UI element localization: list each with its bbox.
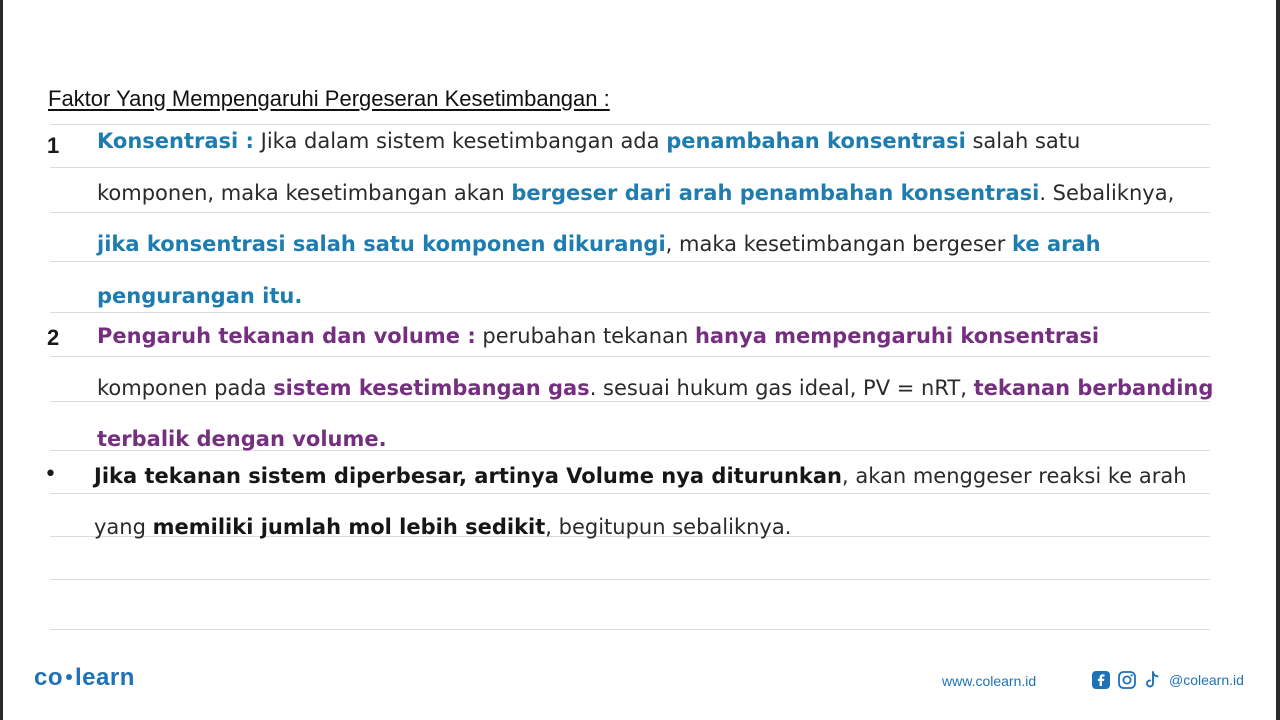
item-number-1: 1 bbox=[47, 133, 60, 158]
item2-line-2 bbox=[97, 374, 1213, 402]
website-link[interactable]: www.colearn.id bbox=[942, 673, 1037, 689]
item1-emphasis: jika konsentrasi salah satu komponen dikurangi bbox=[97, 232, 666, 256]
colearn-logo bbox=[34, 664, 135, 692]
ruled-line bbox=[50, 579, 1210, 580]
item1-text: salah satu bbox=[965, 129, 1081, 153]
bullet-emphasis: memiliki jumlah mol lebih sedikit bbox=[152, 515, 546, 539]
item1-emphasis: ke arah bbox=[1012, 232, 1101, 256]
bullet-text: , begitupun sebaliknya. bbox=[545, 515, 792, 539]
logo-text-left: co bbox=[34, 664, 64, 691]
page-title: Faktor Yang Mempengaruhi Pergeseran Kesetimbangan : bbox=[48, 86, 610, 111]
ruled-line bbox=[50, 493, 1210, 494]
bullet-line-2 bbox=[94, 513, 791, 541]
ruled-line bbox=[50, 629, 1210, 630]
item1-line-4 bbox=[97, 282, 302, 310]
item1-line-3 bbox=[97, 230, 1101, 258]
facebook-icon[interactable] bbox=[1091, 670, 1111, 690]
item2-emphasis: hanya mempengaruhi konsentrasi bbox=[694, 324, 1100, 348]
logo-dot bbox=[66, 674, 72, 680]
item2-emphasis: terbalik dengan volume. bbox=[97, 427, 387, 451]
item-number-2: 2 bbox=[47, 325, 60, 350]
bullet-marker: • bbox=[44, 462, 57, 487]
item2-line-1 bbox=[97, 322, 1099, 350]
item2-text: perubahan tekanan bbox=[475, 324, 695, 348]
item1-line-2 bbox=[97, 179, 1174, 207]
item2-line-3 bbox=[97, 425, 387, 453]
ruled-line bbox=[50, 356, 1210, 357]
item1-text: , maka kesetimbangan bergeser bbox=[665, 232, 1012, 256]
instagram-icon[interactable] bbox=[1117, 670, 1137, 690]
bullet-text: , akan menggeser reaksi ke arah bbox=[841, 464, 1187, 488]
ruled-line bbox=[50, 312, 1210, 313]
social-links bbox=[1091, 670, 1244, 690]
ruled-line bbox=[50, 167, 1210, 168]
item1-text: . Sebaliknya, bbox=[1039, 181, 1175, 205]
item2-emphasis: sistem kesetimbangan gas bbox=[273, 376, 590, 400]
social-handle[interactable]: @colearn.id bbox=[1169, 672, 1244, 688]
item1-text: Jika dalam sistem kesetimbangan ada bbox=[253, 129, 667, 153]
window-frame-left bbox=[0, 0, 3, 720]
item2-text: . sesuai hukum gas ideal, PV = nRT, bbox=[589, 376, 974, 400]
item2-label: Pengaruh tekanan dan volume : bbox=[97, 324, 476, 348]
item1-emphasis: penambahan konsentrasi bbox=[666, 129, 966, 153]
logo-text-right: learn bbox=[75, 664, 135, 691]
item2-text: komponen pada bbox=[97, 376, 274, 400]
bullet-line-1 bbox=[94, 462, 1187, 490]
item1-text: komponen, maka kesetimbangan akan bbox=[97, 181, 512, 205]
item1-emphasis: bergeser dari arah penambahan konsentrasi bbox=[511, 181, 1040, 205]
item2-emphasis: tekanan berbanding bbox=[973, 376, 1214, 400]
ruled-line bbox=[50, 261, 1210, 262]
tiktok-icon[interactable] bbox=[1143, 670, 1161, 690]
item1-emphasis: pengurangan itu. bbox=[97, 284, 303, 308]
bullet-emphasis: Jika tekanan sistem diperbesar, artinya Volume nya diturunkan bbox=[94, 464, 842, 488]
ruled-line bbox=[50, 212, 1210, 213]
window-frame-right bbox=[1276, 0, 1280, 720]
bullet-text: yang bbox=[94, 515, 153, 539]
item1-line-1 bbox=[97, 127, 1080, 155]
item1-label: Konsentrasi : bbox=[97, 129, 254, 153]
ruled-line bbox=[50, 124, 1210, 125]
